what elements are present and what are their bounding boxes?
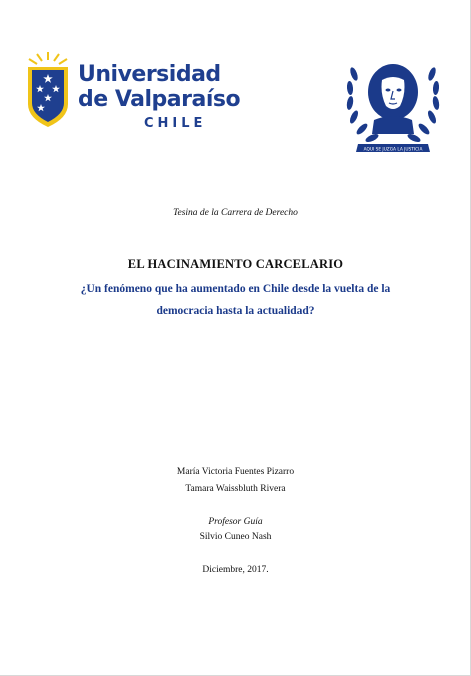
university-name-line1: Universidad xyxy=(78,62,221,87)
thesis-type: Tesina de la Carrera de Derecho xyxy=(173,208,298,218)
law-motto-text: AQUI SE JUZGA LA JUSTICIA xyxy=(363,147,423,153)
university-shield-icon xyxy=(26,52,70,128)
advisor-label: Profesor Guía xyxy=(208,517,263,527)
document-subtitle: ¿Un fenómeno que ha aumentado en Chile desde la vuelta de la democracia hasta la actualidad? xyxy=(80,283,391,317)
document-title: EL HACINAMIENTO CARCELARIO xyxy=(127,257,344,271)
author-1: María Victoria Fuentes Pizarro xyxy=(176,467,295,477)
university-name-line2: de Valparaíso xyxy=(78,87,241,112)
law-faculty-logo xyxy=(344,54,442,160)
author-2: Tamara Waissbluth Rivera xyxy=(185,484,286,494)
advisor-name: Silvio Cuneo Nash xyxy=(199,532,272,542)
document-date: Diciembre, 2017. xyxy=(202,565,269,575)
universidad-valparaiso-logo xyxy=(26,52,241,137)
laurel-bust-emblem-icon xyxy=(344,54,442,160)
university-country: CHILE xyxy=(144,116,207,131)
